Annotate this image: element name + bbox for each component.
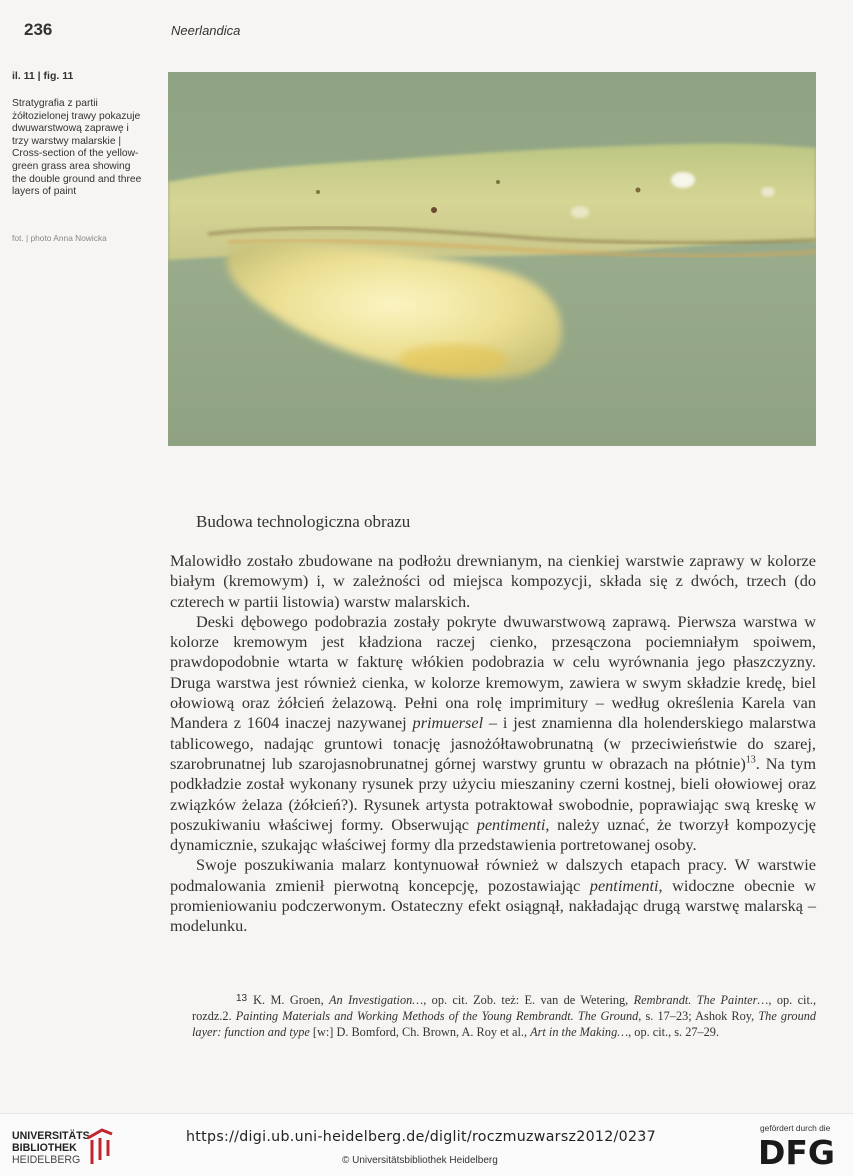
- library-name-line2: BIBLIOTHEK: [12, 1142, 77, 1154]
- dfg-logo-text: DFG: [758, 1134, 836, 1168]
- footnote: $^{13}$ K. M. Groen, An Investigation…, op. cit. Zob. też: E. van de Wetering, Rembrandt. The Painter…, op. cit., rozdz.2. Painting Materials and Working Methods of the Young Rembrandt. The Ground, s. 17–23; Ashok Roy, The ground layer: function and type [w:] D. Bomford, Ch. Brown, A. Roy et al., Art in the Making…, op. cit., s. 27–29.: [192, 993, 817, 1039]
- library-name-line1: UNIVERSITÄTS-: [12, 1130, 94, 1142]
- photo-credit: fot. | photo Anna Nowicka: [12, 233, 107, 243]
- permalink-url[interactable]: https://digi.ub.uni-heidelberg.de/diglit/roczmuzwarsz2012/0237: [186, 1129, 656, 1145]
- page-number: 236: [24, 20, 53, 39]
- cross-section-photo: [168, 72, 816, 446]
- dfg-logo-icon: [758, 1134, 842, 1168]
- figure-label: il. 11 | fig. 11: [12, 70, 74, 82]
- section-heading: Budowa technologiczna obrazu: [196, 512, 411, 531]
- running-title: Neerlandica: [171, 23, 241, 38]
- paragraph-2: Deski dębowego podobrazia zostały pokryte dwuwarstwową zaprawą. Pierwsza warstwa w kolorze kremowym jest kładziona raczej cienko, przesączona pociemniałym spoiwem, prawdopodobnie wtarta w fakturę włókien podobrazia w celu wyrównania jego płaszczyzny. Druga warstwa jest również cienka, w kolorze kremowym, zawiera w swym składzie kredę, biel ołowiową oraz żółcień żelazową. Pełni ona rolę imprimitury – według określenia Karela van Mandera z 1604 inaczej nazywanej primuersel – i jest znamienna dla holenderskiego malarstwa tablicowego, nadając gruntowi tonację jasnożółtawobrunatną (w przeciwieństwie do szarej, szarobrunatnej lub szarojasnobrunatnej górnej warstwy gruntu w obrazach na płótnie)$^{13}$. Na tym podkładzie został wykonany rysunek przy użyciu mieszaniny czerni kostnej, bieli ołowiowej oraz związków żelaza (żółcień?). Rysunek artysta potraktował swobodnie, poprawiając swą kreskę w poszukiwaniu właściwej formy. Obserwując pentimenti, należy uznać, że tworzył kompozycję dynamicznie, szukając właściwej formy dla przedstawienia portretowanej osoby.: [170, 611, 817, 855]
- footnote-number: 13: [236, 993, 248, 1004]
- body-text: [170, 551, 816, 937]
- footer-bar: [0, 1113, 853, 1176]
- paragraph-3: Swoje poszukiwania malarz kontynuował również w dalszych etapach pracy. W warstwie podmalowania zmienił pierwotną koncepcję, pozostawiając pentimenti, widoczne obecnie w promieniowaniu podczerwonym. Ostateczny efekt osiągnął, nakładając drugą warstwę malarską – modelunku.: [170, 855, 817, 936]
- library-logo-icon: [84, 1126, 116, 1166]
- library-name-line3: HEIDELBERG: [12, 1154, 81, 1166]
- footnote-ref: 13: [745, 754, 756, 766]
- copyright-text: © Universitätsbibliothek Heidelberg: [342, 1155, 498, 1166]
- figure-caption: Stratygrafia z partii żółtozielonej trawy pokazuje dwuwarstwową zaprawę i trzy warstwy malarskie | Cross-section of the yellow-green grass area showing the double ground and three layers of paint: [12, 98, 142, 198]
- sponsor-label: gefördert durch die: [760, 1123, 831, 1133]
- paragraph-1: Malowidło zostało zbudowane na podłożu drewnianym, na cienkiej warstwie zaprawy w kolorze białym (kremowym) i, w zależności od miejsca kompozycji, składa się z dwóch, trzech (do czterech w partii listowia) warstw malarskich.: [170, 551, 816, 611]
